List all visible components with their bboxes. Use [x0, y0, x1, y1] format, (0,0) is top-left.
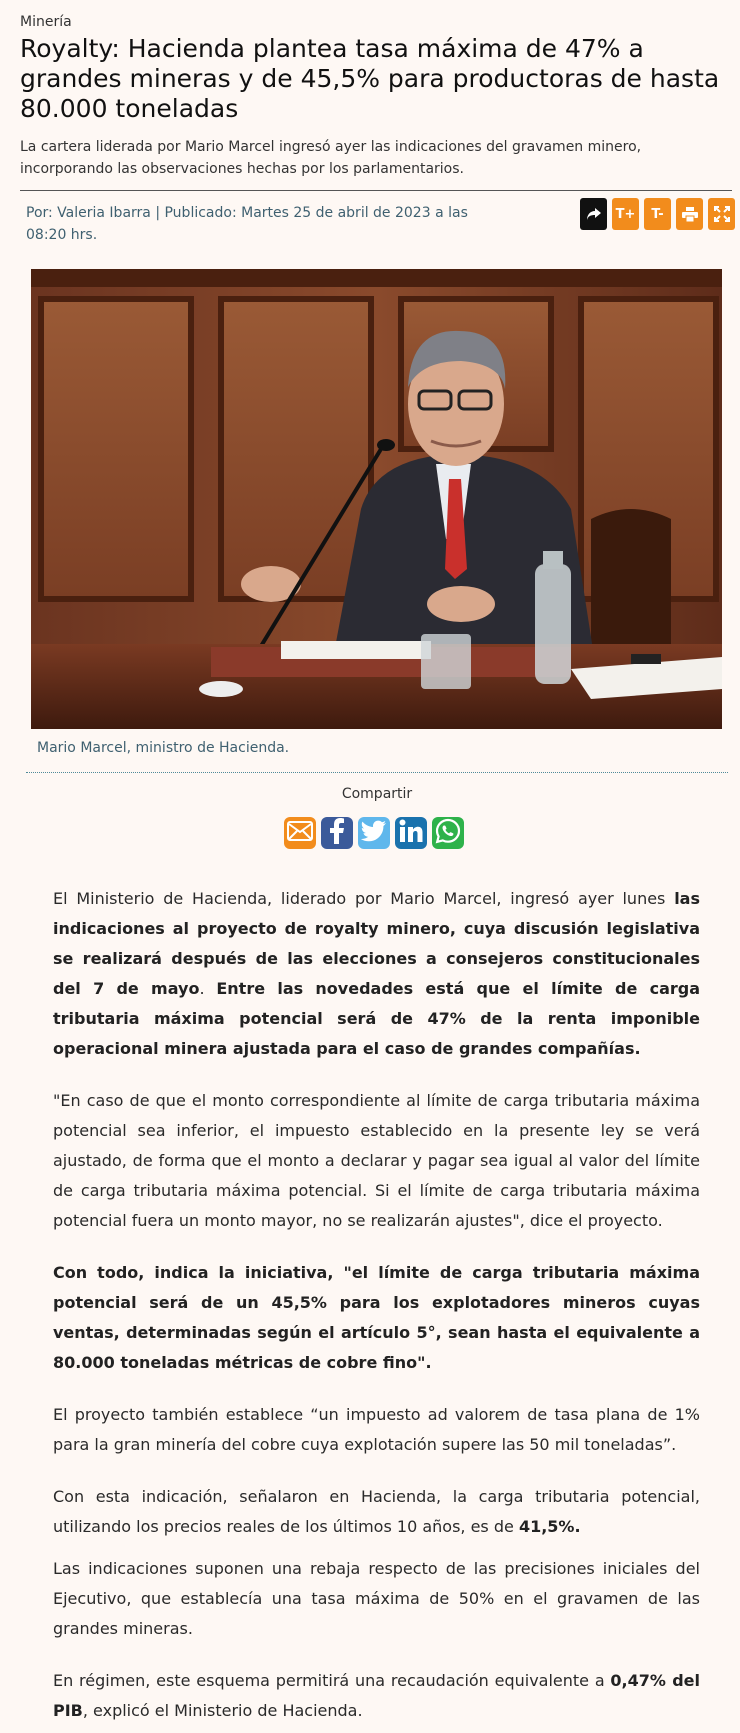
article-category[interactable]: Minería: [20, 14, 72, 30]
paragraph-4: El proyecto también establece “un impuesto ad valorem de tasa plana de 1% para la gran minería del cobre cuya explotación supere las 50 mil toneladas”.: [53, 1405, 700, 1454]
fullscreen-button[interactable]: [708, 198, 735, 230]
font-increase-button[interactable]: T+: [612, 198, 639, 230]
font-decrease-button[interactable]: T-: [644, 198, 671, 230]
paragraph-2: "En caso de que el monto correspondiente al límite de carga tributaria máxima potencial sea inferior, el impuesto establecido en la presente ley se verá ajustado, de forma que el monto a declarar y pagar sea igual al valor del límite de carga tributaria máxima potencial. Si el límite de carga tributaria máxima potencial fuera un monto mayor, no se realizarán ajustes", dice el proyecto.: [53, 1091, 700, 1230]
paragraph-5: [53, 1482, 700, 1542]
paragraph-7-text: En régimen, este esquema permitirá una recaudación equivalente a: [53, 1671, 611, 1690]
linkedin-icon: [399, 819, 423, 847]
share-whatsapp-button[interactable]: [432, 817, 464, 849]
print-button[interactable]: [676, 198, 703, 230]
share-arrow-icon: [586, 207, 602, 221]
paragraph-3: [53, 1258, 700, 1378]
paragraph-7-bold: 0,47% del PIB: [53, 1671, 700, 1720]
paragraph-1-bold: las indicaciones al proyecto de royalty minero, cuya discusión legislativa se realizará después de las elecciones a consejeros constitucionales del 7 de mayo: [53, 889, 700, 998]
header-divider: [20, 190, 732, 191]
paragraph-1-text: El Ministerio de Hacienda, liderado por Mario Marcel, ingresó ayer lunes: [53, 889, 675, 908]
paragraph-5-bold: 41,5%.: [518, 1517, 581, 1536]
article-body: [53, 884, 700, 1733]
paragraph-1-bold-2: Entre las novedades está que el límite de carga tributaria máxima potencial será de 47% de la renta imponible operacional minera ajustada para el caso de grandes compañías.: [53, 979, 701, 1058]
print-icon: [682, 207, 698, 222]
whatsapp-icon: [435, 818, 461, 848]
share-label: Compartir: [341, 786, 413, 802]
share-linkedin-button[interactable]: [395, 817, 427, 849]
article-headline: Royalty: Hacienda plantea tasa máxima de 47% a grandes mineras y de 45,5% para productoras de hasta 80.000 toneladas: [20, 34, 720, 123]
share-email-button[interactable]: [284, 817, 316, 849]
paragraph-3-bold: Con todo, indica la iniciativa, "el límite de carga tributaria máxima potencial será de un 45,5% para los explotadores mineros cuyas ventas, determinadas según el artículo 5°, sean hasta el equivalente a 80.000 toneladas métricas de cobre fino".: [53, 1263, 700, 1372]
paragraph-7-end: , explicó el Ministerio de Hacienda.: [82, 1701, 363, 1720]
article-photo: [31, 269, 722, 729]
share-icons: [284, 817, 464, 849]
article-byline: Por: Valeria Ibarra | Publicado: Martes 25 de abril de 2023 a las 08:20 hrs.: [26, 205, 468, 243]
share-button[interactable]: [580, 198, 607, 230]
photo-caption: Mario Marcel, ministro de Hacienda.: [37, 740, 290, 756]
article-subtitle: La cartera liderada por Mario Marcel ingresó ayer las indicaciones del gravamen minero, incorporando las observaciones hechas por los parlamentarios.: [20, 139, 642, 177]
email-icon: [287, 821, 313, 845]
expand-icon: [714, 206, 730, 222]
paragraph-6: Las indicaciones suponen una rebaja respecto de las precisiones iniciales del Ejecutivo, que establecía una tasa máxima de 50% en el gravamen de las grandes mineras.: [53, 1559, 700, 1638]
share-facebook-button[interactable]: [321, 817, 353, 849]
share-twitter-button[interactable]: [358, 817, 390, 849]
paragraph-5-text: Con esta indicación, señalaron en Hacienda, la carga tributaria potencial, utilizando los precios reales de los últimos 10 años, es de: [53, 1487, 700, 1536]
paragraph-1: [53, 884, 700, 1064]
paragraph-7: [53, 1666, 700, 1726]
caption-divider: [26, 772, 728, 773]
facebook-icon: [329, 818, 345, 848]
twitter-icon: [361, 820, 387, 846]
article-toolbar: [580, 198, 735, 230]
paragraph-1-punct: .: [199, 979, 217, 998]
